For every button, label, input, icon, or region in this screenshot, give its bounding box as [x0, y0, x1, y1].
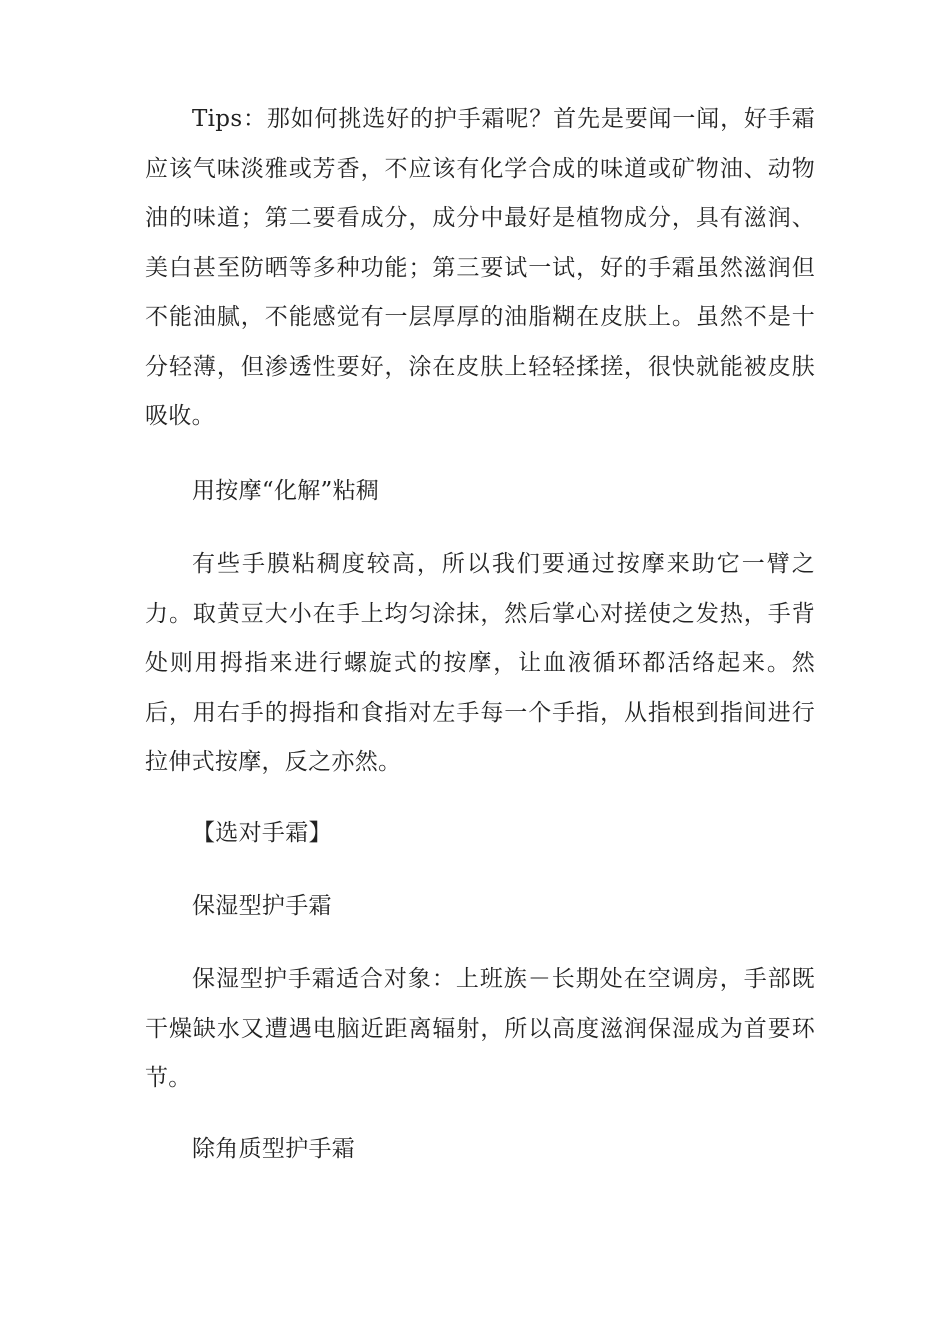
paragraph-tips: Tips：那如何挑选好的护手霜呢？首先是要闻一闻，好手霜应该气味淡雅或芳香，不应该有化学合成的味道或矿物油、动物油的味道；第二要看成分，成分中最好是植物成分，具有滋润、美白甚至防晒等多种功能；第三要试一试，好的手霜虽然滋润但不能油腻，不能感觉有一层厚厚的油脂糊在皮肤上。虽然不是十分轻薄，但渗透性要好，涂在皮肤上轻轻揉搓，很快就能被皮肤吸收。 — [145, 106, 815, 429]
heading-moisturizing-cream: 保湿型护手霜 — [192, 893, 332, 919]
paragraph-massage: 有些手膜粘稠度较高，所以我们要通过按摩来助它一臂之力。取黄豆大小在手上均匀涂抹，然后掌心对搓使之发热，手背处则用拇指来进行螺旋式的按摩，让血液循环都活络起来。然后，用右手的拇指和食指对左手每一个手指，从指根到指间进行拉伸式按摩，反之亦然。 — [145, 551, 815, 775]
heading-exfoliating-cream: 除角质型护手霜 — [192, 1136, 356, 1162]
heading-choose-cream: 【选对手霜】 — [192, 820, 332, 846]
paragraph-moisturizing-cream: 保湿型护手霜适合对象：上班族－长期处在空调房，手部既干燥缺水又遭遇电脑近距离辐射，所以高度滋润保湿成为首要环节。 — [145, 966, 815, 1091]
heading-massage: 用按摩“化解”粘稠 — [192, 478, 380, 504]
